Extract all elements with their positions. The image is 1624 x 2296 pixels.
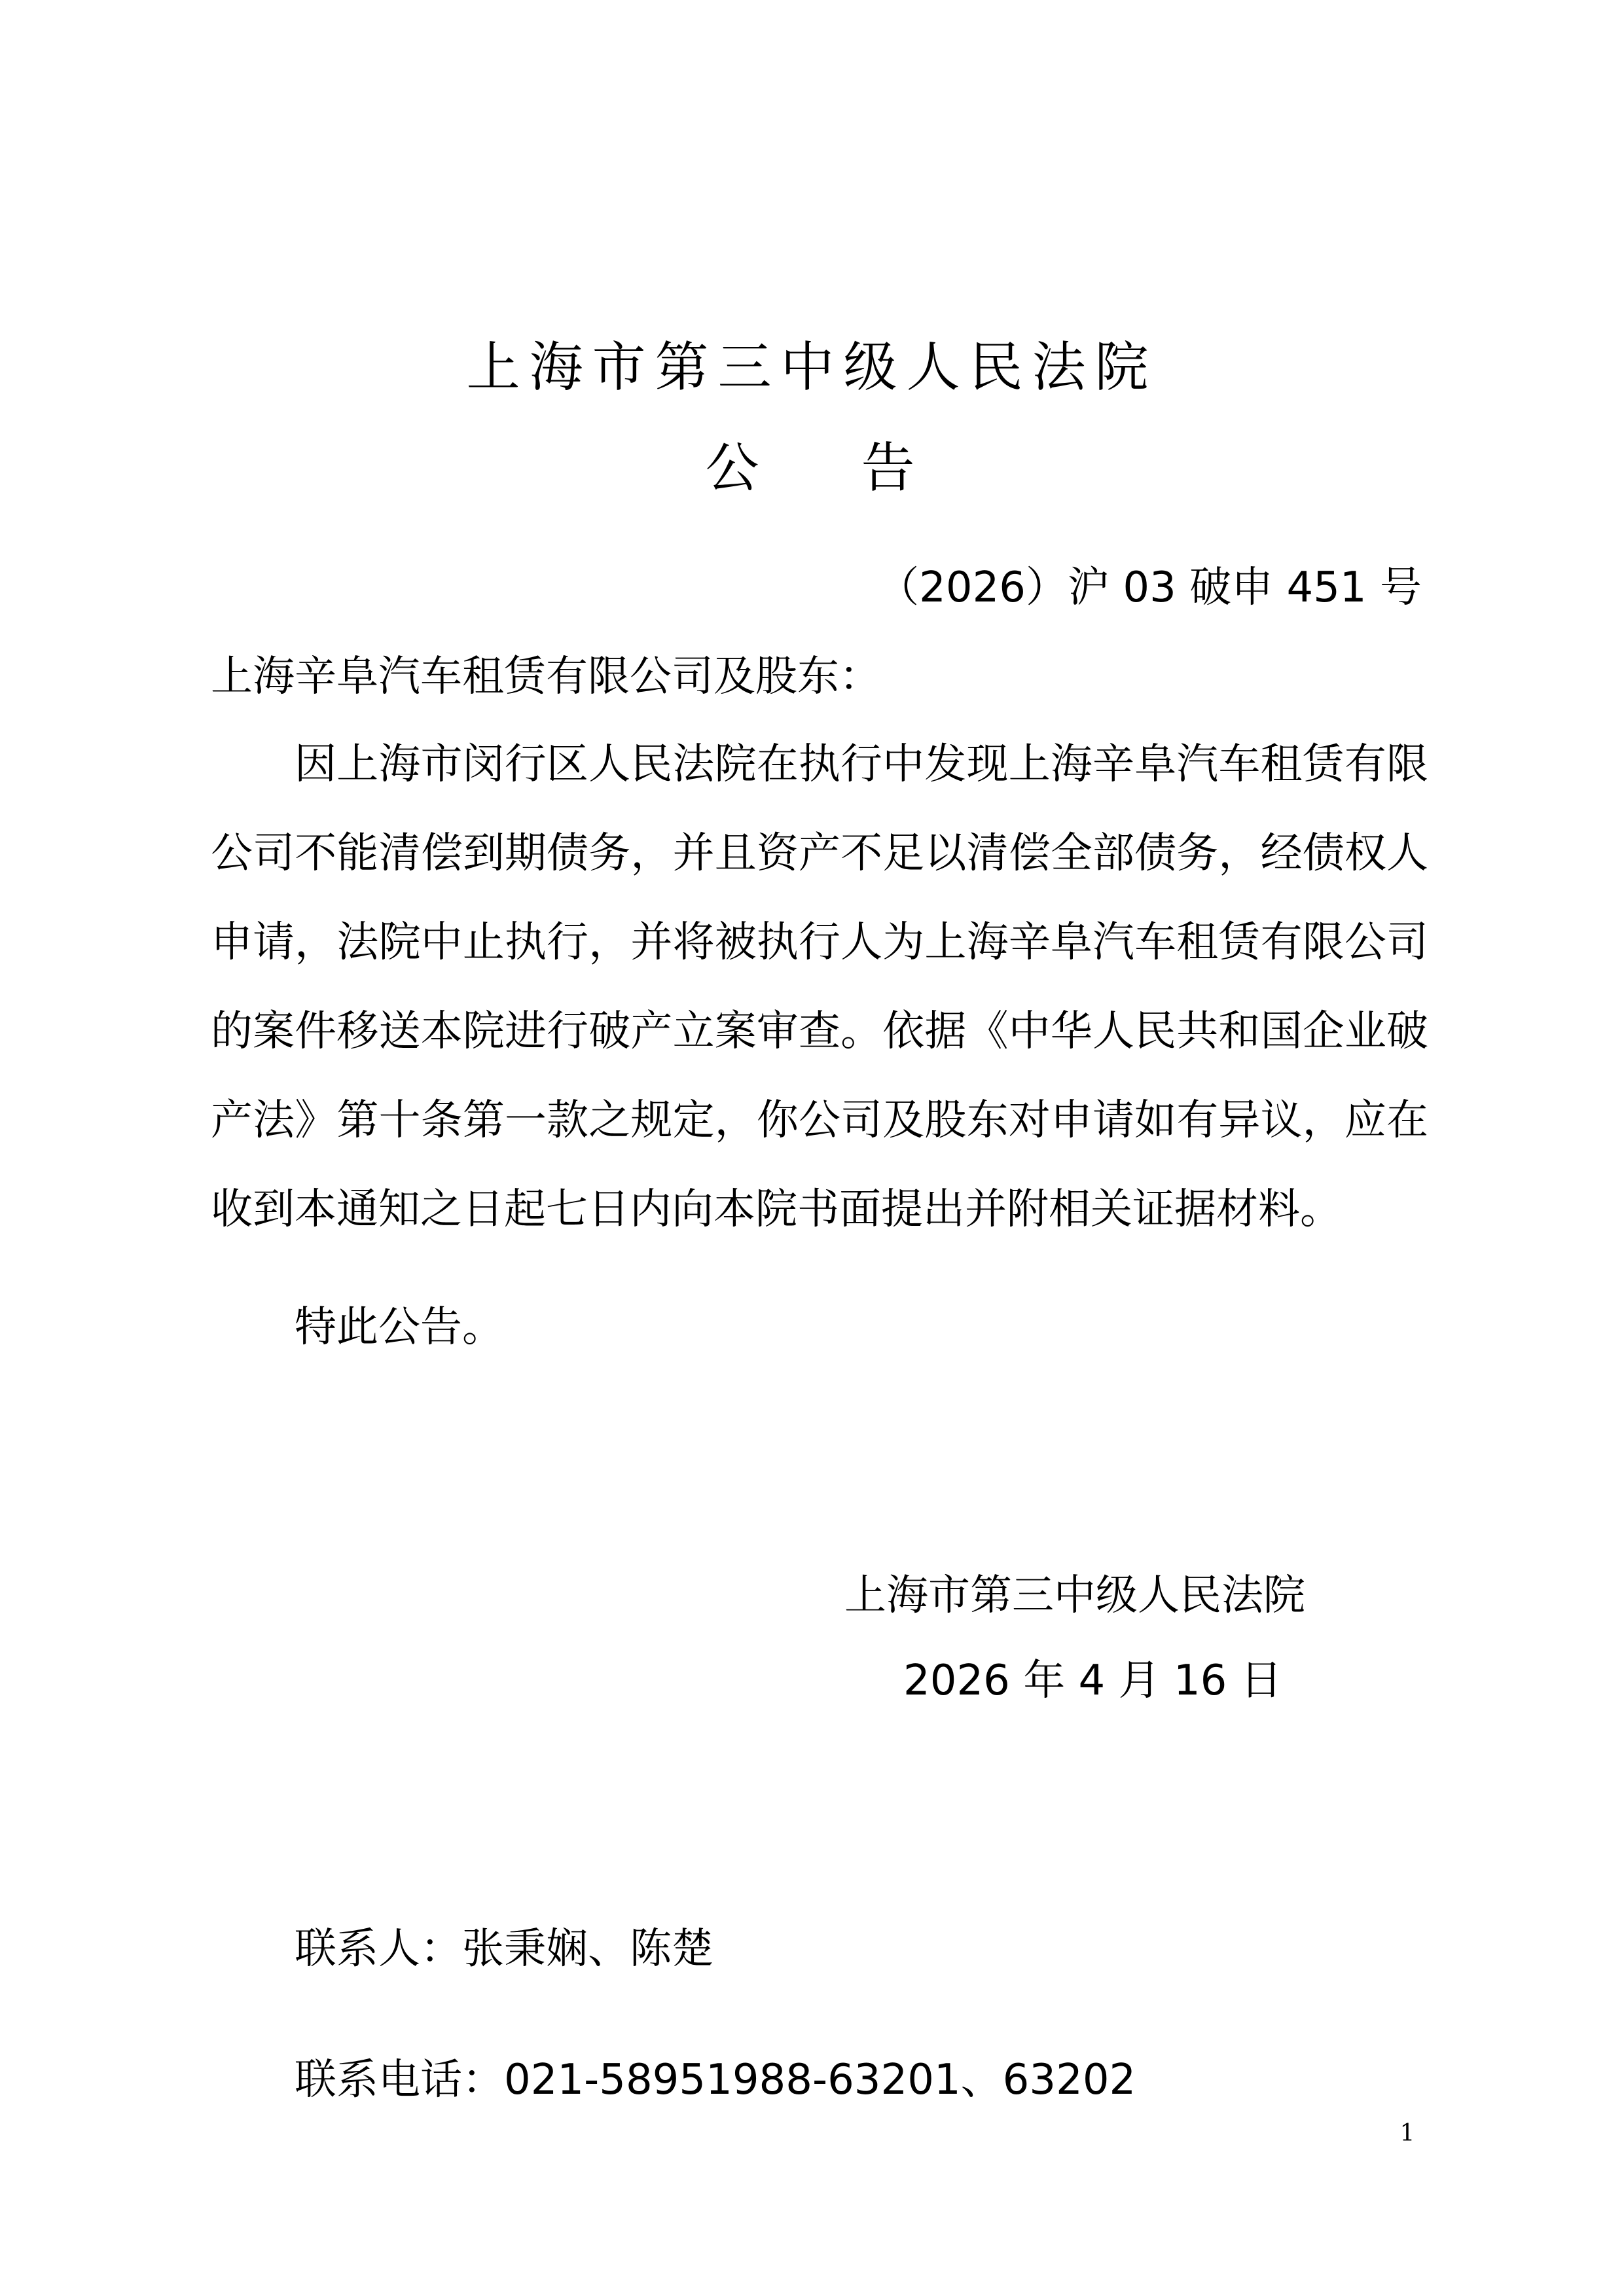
- court-title: 上海市第三中级人民法院: [466, 336, 1158, 399]
- closing-statement: 特此公告。: [295, 1303, 504, 1352]
- contact-person: 联系人：张秉娴、陈楚: [295, 1925, 713, 1973]
- page-number: 1: [1399, 2120, 1415, 2147]
- signer: 上海市第三中级人民法院: [844, 1571, 1305, 1620]
- notice-title-left-char: 公: [705, 437, 763, 499]
- notice-title-right-char: 告: [861, 437, 919, 499]
- signing-date: 2026 年 4 月 16 日: [903, 1657, 1282, 1705]
- addressee: 上海辛阜汽车租赁有限公司及股东：: [211, 653, 881, 701]
- contact-phone: 联系电话：021-58951988-63201、63202: [295, 2056, 1136, 2104]
- notice-title: [0, 436, 1624, 501]
- case-number: （2026）沪 03 破申 451 号: [877, 564, 1422, 612]
- body-paragraph: 因上海市闵行区人民法院在执行中发现上海辛阜汽车租赁有限公司不能清偿到期债务，并且资产不足以清偿全部债务，经债权人申请，法院中止执行，并将被执行人为上海辛阜汽车租赁有限公司的案件移送本院进行破产立案审查。依据《中华人民共和国企业破产法》第十条第一款之规定，你公司及股东对申请如有异议，应在收到本通知之日起七日内向本院书面提出并附相关证据材料。: [211, 740, 1428, 1234]
